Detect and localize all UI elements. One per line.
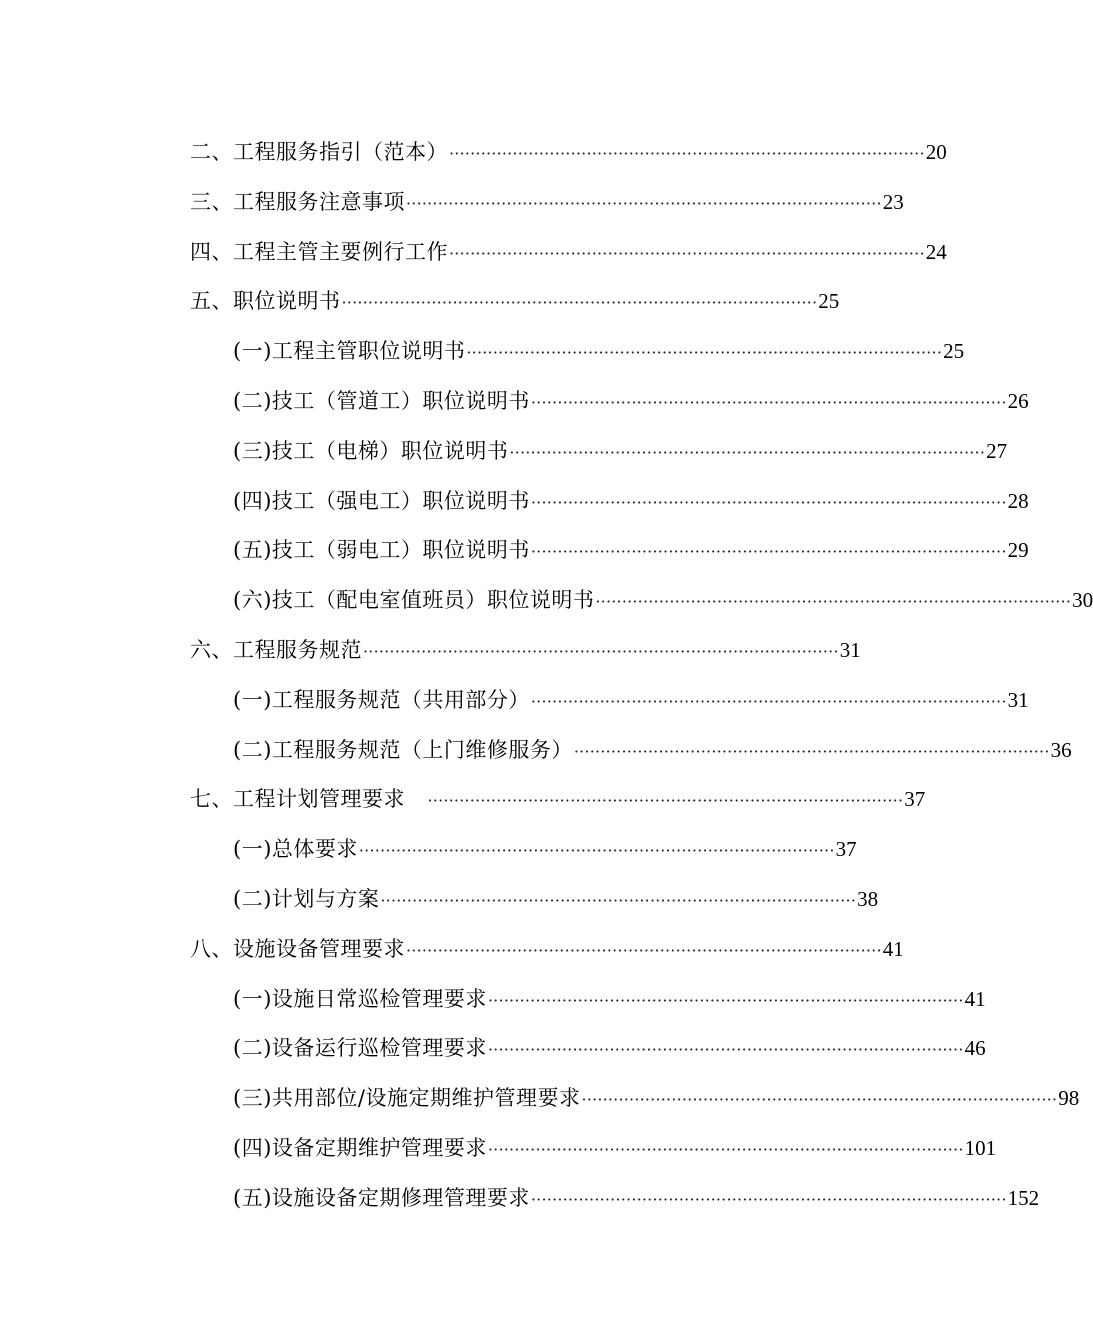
toc-entry-title: 三、工程服务注意事项 — [190, 189, 405, 214]
dot-leader: ·························································································· — [530, 542, 1007, 562]
toc-entry-title: 四、工程主管主要例行工作 — [190, 239, 448, 264]
toc-entry-page: 25 — [943, 339, 965, 364]
toc-entry-page: 101 — [964, 1135, 997, 1160]
toc-entry[interactable] — [0, 377, 1029, 427]
toc-entry-title: (三)技工（电梯）职位说明书 — [233, 438, 509, 463]
toc-entry-title: (二)计划与方案 — [233, 886, 380, 911]
toc-entry-page: 37 — [904, 787, 926, 812]
toc-entry-page: 38 — [857, 886, 879, 911]
dot-leader: ·························································································· — [449, 144, 925, 163]
dot-leader: ·························································································· — [487, 990, 964, 1010]
toc-entry-title: (六)技工（配电室值班员）职位说明书 — [233, 588, 595, 613]
dot-leader: ·························································································· — [573, 741, 1050, 761]
dot-leader: ·························································································· — [487, 1040, 964, 1060]
toc-entry-title: (三)共用部位/设施定期维护管理要求 — [233, 1086, 581, 1111]
toc-entry[interactable] — [0, 1024, 986, 1074]
toc-entry-title: (五)设施设备定期修理管理要求 — [233, 1185, 530, 1210]
dot-leader: ·························································································· — [406, 940, 882, 960]
dot-leader: ·························································································· — [509, 442, 986, 462]
toc-entry-title: 六、工程服务规范 — [190, 637, 362, 662]
toc-entry-title: (一)工程主管职位说明书 — [233, 339, 466, 364]
dot-leader: ·························································································· — [530, 392, 1007, 412]
toc-entry-title: (一)设施日常巡检管理要求 — [233, 986, 487, 1011]
toc-entry[interactable] — [0, 327, 965, 377]
toc-entry-page: 31 — [839, 637, 861, 662]
dot-leader: ·························································································· — [380, 890, 857, 910]
toc-entry-page: 41 — [964, 986, 986, 1011]
toc-entry[interactable] — [0, 626, 950, 676]
toc-entry[interactable] — [0, 726, 1072, 776]
toc-entry-page: 36 — [1050, 737, 1072, 762]
toc-entry[interactable] — [0, 1174, 1040, 1224]
toc-entry-page: 27 — [986, 438, 1008, 463]
toc-entry[interactable] — [0, 875, 950, 925]
toc-entry[interactable] — [0, 228, 950, 278]
toc-entry-title: 七、工程计划管理要求 — [190, 787, 427, 812]
dot-leader: ·························································································· — [427, 791, 904, 811]
toc-entry[interactable] — [0, 1124, 997, 1174]
toc-entry-title: (二)技工（管道工）职位说明书 — [233, 388, 530, 413]
toc-entry[interactable] — [0, 825, 950, 875]
dot-leader: ·························································································· — [595, 592, 1072, 612]
toc-entry-title: (二)工程服务规范（上门维修服务） — [233, 737, 573, 762]
toc-entry[interactable] — [0, 676, 1029, 726]
toc-entry-title: (一)工程服务规范（共用部分） — [233, 687, 530, 712]
toc-entry-title: (一)总体要求 — [233, 837, 358, 862]
toc-entry-page: 152 — [1007, 1185, 1040, 1210]
toc-entry[interactable] — [0, 427, 1008, 477]
dot-leader: ·························································································· — [530, 1189, 1007, 1209]
toc-entry[interactable] — [0, 178, 950, 228]
toc-entry-page: 29 — [1007, 538, 1029, 563]
toc-entry-page: 23 — [882, 189, 904, 214]
toc-entry-title: (五)技工（弱电工）职位说明书 — [233, 538, 530, 563]
toc-entry-page: 25 — [818, 289, 840, 314]
dot-leader: ·························································································· — [358, 841, 835, 861]
dot-leader: ·························································································· — [487, 1139, 964, 1159]
toc-entry-title: 二、工程服务指引（范本） — [190, 140, 448, 164]
toc-entry-page: 46 — [964, 1036, 986, 1061]
table-of-contents — [0, 128, 1093, 1224]
dot-leader: ·························································································· — [466, 343, 943, 363]
toc-entry[interactable] — [0, 775, 950, 825]
toc-entry-page: 37 — [835, 837, 857, 862]
toc-entry-page: 20 — [925, 140, 947, 164]
toc-entry[interactable] — [0, 128, 950, 178]
toc-entry-page: 28 — [1007, 488, 1029, 513]
dot-leader: ·························································································· — [363, 641, 839, 661]
toc-entry-title: (四)技工（强电工）职位说明书 — [233, 488, 530, 513]
toc-entry-title: (四)设备定期维护管理要求 — [233, 1135, 487, 1160]
dot-leader: ·························································································· — [449, 243, 925, 263]
toc-entry[interactable] — [0, 1074, 1080, 1124]
toc-entry-title: 五、职位说明书 — [190, 289, 341, 314]
dot-leader: ·························································································· — [406, 193, 882, 213]
toc-entry[interactable] — [0, 975, 986, 1025]
toc-entry-page: 24 — [925, 239, 947, 264]
toc-entry[interactable] — [0, 576, 1093, 626]
dot-leader: ·························································································· — [530, 691, 1007, 711]
toc-entry-title: 八、设施设备管理要求 — [190, 936, 405, 961]
toc-entry[interactable] — [0, 477, 1029, 527]
dot-leader: ·························································································· — [530, 492, 1007, 512]
toc-entry[interactable] — [0, 925, 950, 975]
toc-entry-page: 26 — [1007, 388, 1029, 413]
toc-entry-page: 30 — [1072, 588, 1093, 613]
toc-entry-page: 41 — [882, 936, 904, 961]
dot-leader: ·························································································· — [341, 293, 818, 313]
toc-entry[interactable] — [0, 277, 950, 327]
toc-entry-title: (二)设备运行巡检管理要求 — [233, 1036, 487, 1061]
toc-entry-page: 31 — [1007, 687, 1029, 712]
toc-entry[interactable] — [0, 526, 1029, 576]
dot-leader: ·························································································· — [581, 1090, 1058, 1110]
toc-entry-page: 98 — [1058, 1086, 1080, 1111]
